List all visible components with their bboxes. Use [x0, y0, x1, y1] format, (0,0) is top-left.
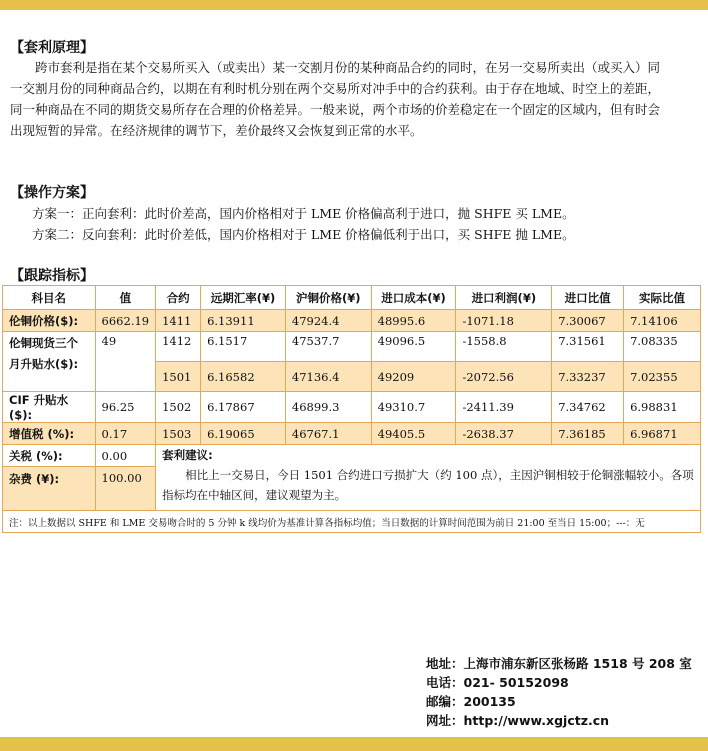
table-row — [3, 310, 701, 332]
cost-cell: 49209 — [371, 362, 456, 392]
contract-cell: 1411 — [156, 310, 201, 332]
header-import-cost: 进口成本(¥) — [371, 286, 456, 310]
principle-paragraph — [10, 57, 670, 141]
table-note: 注：以上数据以 SHFE 和 LME 交易吻合时的 5 分钟 k 线均价为基准计算各指标均值；当日数据的计算时间范围为前日 21:00 至当日 15:00；---：无 — [3, 511, 701, 533]
cost-cell: 49096.5 — [371, 332, 456, 362]
profit-cell: -2411.39 — [456, 392, 552, 423]
header-forward-rate: 远期汇率(¥) — [201, 286, 286, 310]
table-row — [3, 445, 701, 467]
tracking-table — [2, 285, 701, 533]
actual-ratio-cell: 7.08335 — [624, 332, 701, 362]
rate-cell: 6.19065 — [201, 423, 286, 445]
profit-cell: -1558.8 — [456, 332, 552, 362]
contact-block — [426, 654, 692, 730]
cost-cell: 48995.6 — [371, 310, 456, 332]
profit-cell: -2072.56 — [456, 362, 552, 392]
top-accent-bar — [0, 0, 708, 10]
import-ratio-cell: 7.31561 — [552, 332, 624, 362]
header-subject: 科目名 — [3, 286, 96, 310]
cif-value: 96.25 — [95, 392, 156, 423]
import-ratio-cell: 7.34762 — [552, 392, 624, 423]
header-sh-price: 沪铜价格(¥) — [285, 286, 371, 310]
contact-website: 网址：http://www.xgjctz.cn — [426, 713, 610, 728]
advice-title: 套利建议: — [162, 448, 213, 462]
table-row — [3, 332, 701, 362]
cif-label: CIF 升贴水($): — [3, 392, 96, 423]
actual-ratio-cell: 7.02355 — [624, 362, 701, 392]
vat-label: 增值税 (%): — [3, 423, 96, 445]
sh-price-cell: 46767.1 — [285, 423, 371, 445]
principle-heading: 【套利原理】 — [10, 40, 94, 56]
header-contract: 合约 — [156, 286, 201, 310]
rate-cell: 6.16582 — [201, 362, 286, 392]
rate-cell: 6.13911 — [201, 310, 286, 332]
premium-value: 49 — [95, 332, 156, 392]
plan-two: 方案二：反向套利：此时价差低，国内价格相对于 LME 价格偏低利于出口，买 SHFE 抛 LME。 — [32, 227, 575, 242]
premium-label: 伦铜现货三个月升贴水($): — [3, 332, 96, 392]
advice-text: 相比上一交易日，今日 1501 合约进口亏损扩大（约 100 点），主因沪铜相较于伦铜涨幅较小。各项指标均在中轴区间，建议观望为主。 — [162, 468, 694, 502]
lme-price-value: 6662.19 — [95, 310, 156, 332]
bottom-accent-bar — [0, 737, 708, 751]
header-value: 值 — [95, 286, 156, 310]
vat-value: 0.17 — [95, 423, 156, 445]
contract-cell: 1501 — [156, 362, 201, 392]
tariff-label: 关税 (%): — [3, 445, 96, 467]
actual-ratio-cell: 6.98831 — [624, 392, 701, 423]
contact-address: 地址：上海市浦东新区张杨路 1518 号 208 室 — [426, 656, 692, 671]
header-import-profit: 进口利润(¥) — [456, 286, 552, 310]
contact-phone: 电话：021- 50152098 — [426, 675, 569, 690]
profit-cell: -1071.18 — [456, 310, 552, 332]
contract-cell: 1412 — [156, 332, 201, 362]
rate-cell: 6.17867 — [201, 392, 286, 423]
plan-heading: 【操作方案】 — [10, 185, 94, 201]
sh-price-cell: 47136.4 — [285, 362, 371, 392]
import-ratio-cell: 7.36185 — [552, 423, 624, 445]
header-import-ratio: 进口比值 — [552, 286, 624, 310]
cost-cell: 49310.7 — [371, 392, 456, 423]
actual-ratio-cell: 7.14106 — [624, 310, 701, 332]
advice-cell — [156, 445, 701, 511]
misc-value: 100.00 — [95, 467, 156, 511]
profit-cell: -2638.37 — [456, 423, 552, 445]
tariff-value: 0.00 — [95, 445, 156, 467]
cost-cell: 49405.5 — [371, 423, 456, 445]
import-ratio-cell: 7.30067 — [552, 310, 624, 332]
principle-text: 跨市套利是指在某个交易所买入（或卖出）某一交割月份的某种商品合约的同时，在另一交易所卖出（或买入）同一交割月份的同种商品合约，以期在有利时机分别在两个交易所对冲手中的合约获利。由于存在地域、时空上的差距，同一种商品在不同的期货交易所存在合理的价格差异。一般来说，两个市场的价差稳定在一个固定的区域内，但有时会出现短暂的异常。在经济规律的调节下，差价最终又会恢复到正常的水平。 — [10, 60, 661, 138]
plan-one: 方案一：正向套利：此时价差高，国内价格相对于 LME 价格偏高利于进口，抛 SHFE 买 LME。 — [32, 206, 575, 221]
table-row — [3, 423, 701, 445]
sh-price-cell: 47924.4 — [285, 310, 371, 332]
contact-postcode: 邮编：200135 — [426, 694, 516, 709]
misc-label: 杂费 (¥): — [3, 467, 96, 511]
sh-price-cell: 46899.3 — [285, 392, 371, 423]
contract-cell: 1502 — [156, 392, 201, 423]
table-row — [3, 392, 701, 423]
table-note-row — [3, 511, 701, 533]
table-header-row — [3, 286, 701, 310]
sh-price-cell: 47537.7 — [285, 332, 371, 362]
contract-cell: 1503 — [156, 423, 201, 445]
lme-price-label: 伦铜价格($): — [3, 310, 96, 332]
actual-ratio-cell: 6.96871 — [624, 423, 701, 445]
header-actual-ratio: 实际比值 — [624, 286, 701, 310]
tracking-heading: 【跟踪指标】 — [10, 268, 94, 284]
rate-cell: 6.1517 — [201, 332, 286, 362]
import-ratio-cell: 7.33237 — [552, 362, 624, 392]
